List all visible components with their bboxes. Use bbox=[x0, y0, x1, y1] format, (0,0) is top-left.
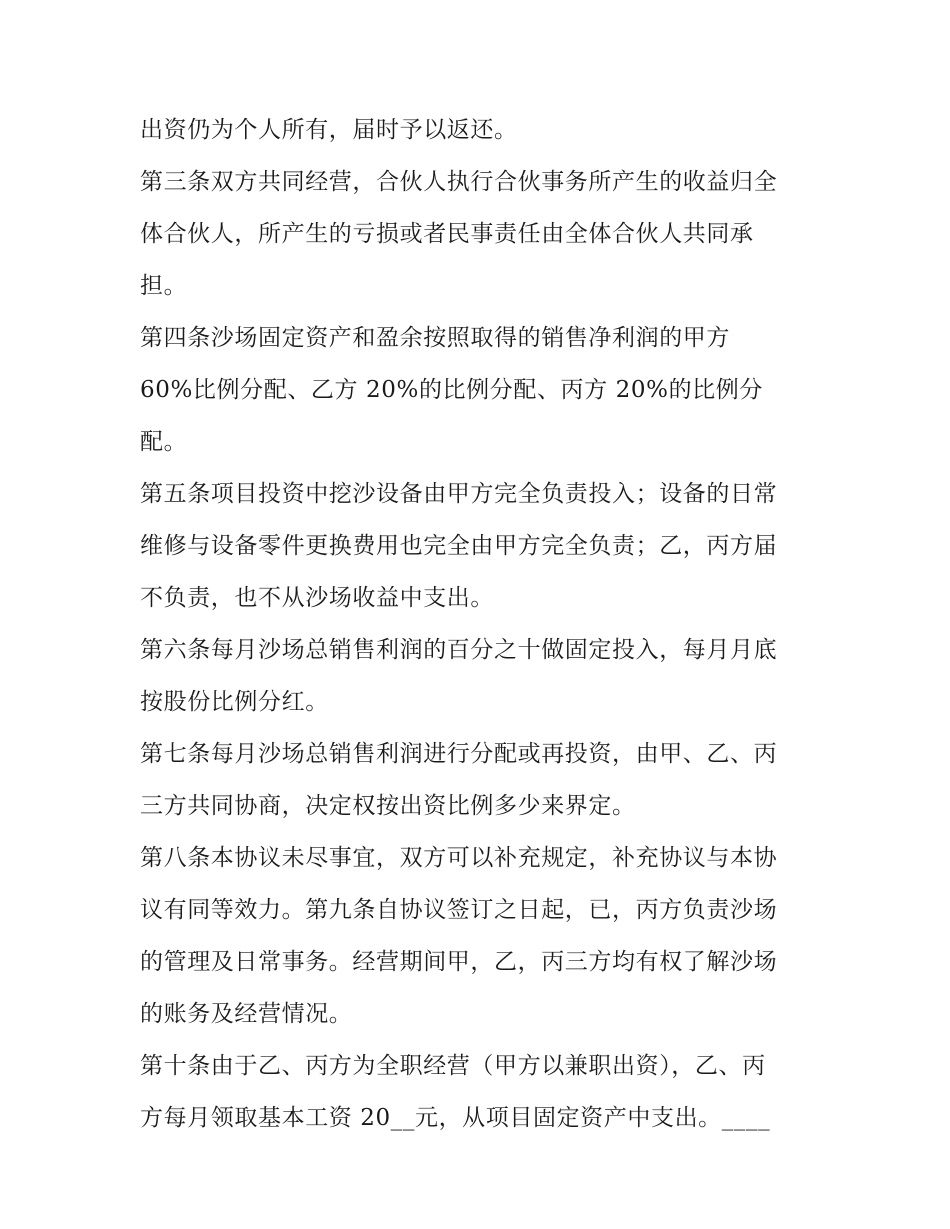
text-line: 按股份比例分红。 bbox=[140, 689, 329, 715]
text-line: 出资仍为个人所有，届时予以返还。 bbox=[140, 117, 518, 143]
text-line: 担。 bbox=[140, 273, 188, 299]
document-body bbox=[140, 104, 820, 1144]
text-line: 维修与设备零件更换费用也完全由甲方完全负责；乙，丙方届 bbox=[140, 533, 778, 559]
text-line: 第七条每月沙场总销售利润进行分配或再投资，由甲、乙、丙 bbox=[140, 741, 778, 767]
text-line: 体合伙人，所产生的亏损或者民事责任由全体合伙人共同承 bbox=[140, 221, 754, 247]
text-line: 的账务及经营情况。 bbox=[140, 1001, 353, 1027]
text-line: 不负责，也不从沙场收益中支出。 bbox=[140, 585, 494, 611]
text-line: 配。 bbox=[140, 429, 188, 455]
text-line: 第三条双方共同经营，合伙人执行合伙事务所产生的收益归全 bbox=[140, 169, 778, 195]
text-line: 议有同等效力。第九条自协议签订之日起，已，丙方负责沙场 bbox=[140, 897, 778, 923]
text-line: 第八条本协议未尽事宜，双方可以补充规定，补充协议与本协 bbox=[140, 845, 778, 871]
text-line: 第四条沙场固定资产和盈余按照取得的销售净利润的甲方 bbox=[140, 325, 730, 351]
text-line: 第十条由于乙、丙方为全职经营（甲方以兼职出资），乙、丙 bbox=[140, 1053, 766, 1079]
text-line: 三方共同协商，决定权按出资比例多少来界定。 bbox=[140, 793, 636, 819]
text-line: 60%比例分配、乙方 20%的比例分配、丙方 20%的比例分 bbox=[140, 377, 763, 403]
text-line: 的管理及日常事务。经营期间甲，乙，丙三方均有权了解沙场 bbox=[140, 949, 778, 975]
text-line: 第六条每月沙场总销售利润的百分之十做固定投入，每月月底 bbox=[140, 637, 778, 663]
text-line: 第五条项目投资中挖沙设备由甲方完全负责投入；设备的日常 bbox=[140, 481, 778, 507]
text-line: 方每月领取基本工资 20__元，从项目固定资产中支出。____ bbox=[140, 1105, 771, 1131]
